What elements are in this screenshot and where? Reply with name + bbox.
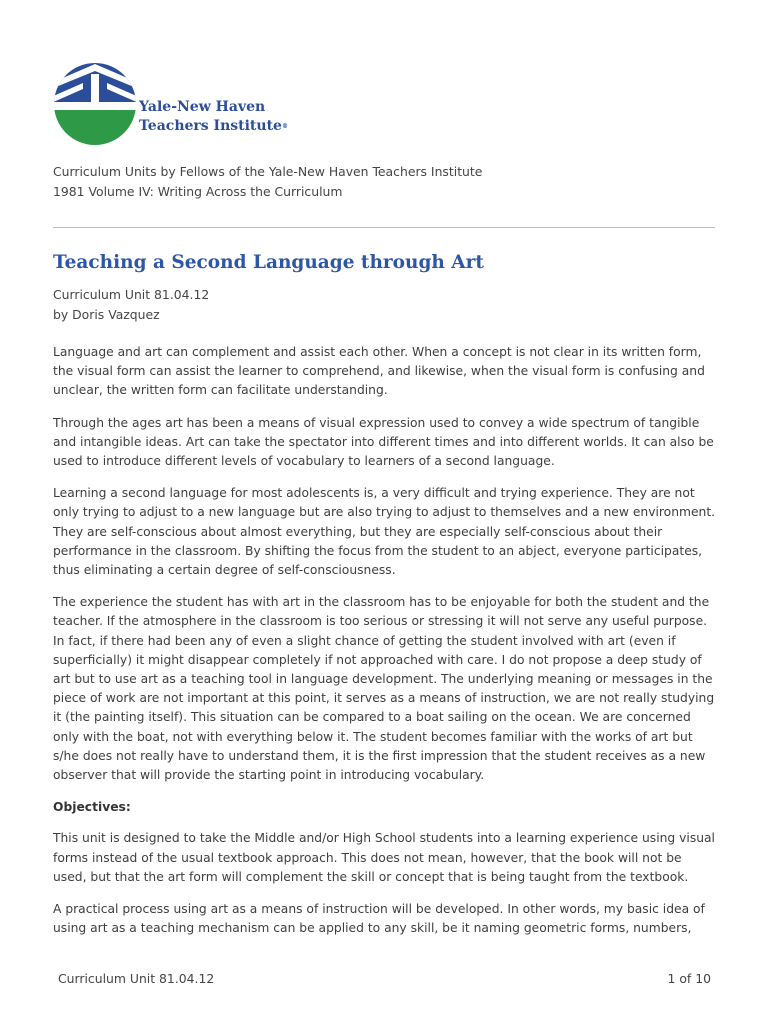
collection-info (53, 162, 482, 202)
footer-unit-number: Curriculum Unit 81.04.12 (58, 971, 215, 986)
unit-title: Teaching a Second Language through Art (53, 252, 484, 273)
header-divider (53, 227, 715, 228)
paragraph-3: Learning a second language for most adolescents is, a very difficult and trying experience. They are not only trying to adjust to a new language but are also trying to adjust to themselves and a new environment. They are self-conscious about almost everything, but they are especially self-conscious about their performance in the classroom. By shifting the focus from the student to an abject, everyone participates, thus eliminating a certain degree of self-consciousness. (53, 486, 716, 578)
paragraph-4: The experience the student has with art in the classroom has to be enjoyable for both the student and the teacher. If the atmosphere in the classroom is too serious or stressing it will not serve any useful purpose. In fact, if there had been any of even a slight chance of getting the student involved with art (even if superficially) it might disappear completely if not approached with care. I do not propose a deep study of art but to use art as a teaching tool in language development. The underlying meaning or messages in the piece of work are not important at this point, it serves as a means of instruction, we are not really studying it (the painting itself). This situation can be compared to a boat sailing on the ocean. We are concerned only with the boat, not with everything below it. The student becomes familiar with the works of art but s/he does not really have to understand them, it is the first impression that the student receives as a new observer that will provide the starting point in introducing vocabulary. (53, 595, 715, 783)
footer-page-number: 1 of 10 (667, 971, 711, 986)
institute-logo (53, 58, 288, 150)
paragraph-6: A practical process using art as a means of instruction will be developed. In other words, my basic idea of using art as a teaching mechanism can be applied to any skill, be it naming geometric forms, numbers, (53, 902, 705, 936)
institute-emblem-icon (53, 58, 137, 150)
unit-number: Curriculum Unit 81.04.12 (53, 287, 210, 302)
paragraph-2: Through the ages art has been a means of visual expression used to convey a wide spectrum of tangible and intangible ideas. Art can take the spectator into different times and into different worlds. It can also be used to introduce different levels of vocabulary to learners of a second language. (53, 415, 714, 469)
registered-mark: ® (281, 123, 288, 130)
logo-wordmark (139, 98, 288, 136)
collection-volume: 1981 Volume IV: Writing Across the Curriculum (53, 184, 343, 199)
paragraph-1: Language and art can complement and assist each other. When a concept is not clear in its written form, the visual form can assist the learner to comprehend, and likewise, when the visual form is confusing and unclear, the written form can facilitate understanding. (53, 345, 705, 398)
unit-body (53, 343, 718, 951)
logo-line-2: Teachers Institute® (139, 118, 288, 134)
unit-author: by Doris Vazquez (53, 307, 160, 322)
paragraph-5: This unit is designed to take the Middle and/or High School students into a learning experience using visual forms instead of the usual textbook approach. This does not mean, however, that the book will not be used, but that the art form will complement the skill or concept that is being taught from the textbook. (53, 831, 715, 884)
collection-series: Curriculum Units by Fellows of the Yale-New Haven Teachers Institute (53, 164, 483, 179)
objectives-heading: Objectives: (53, 800, 131, 815)
logo-line-1: Yale-New Haven (139, 99, 266, 115)
unit-meta (53, 285, 209, 325)
